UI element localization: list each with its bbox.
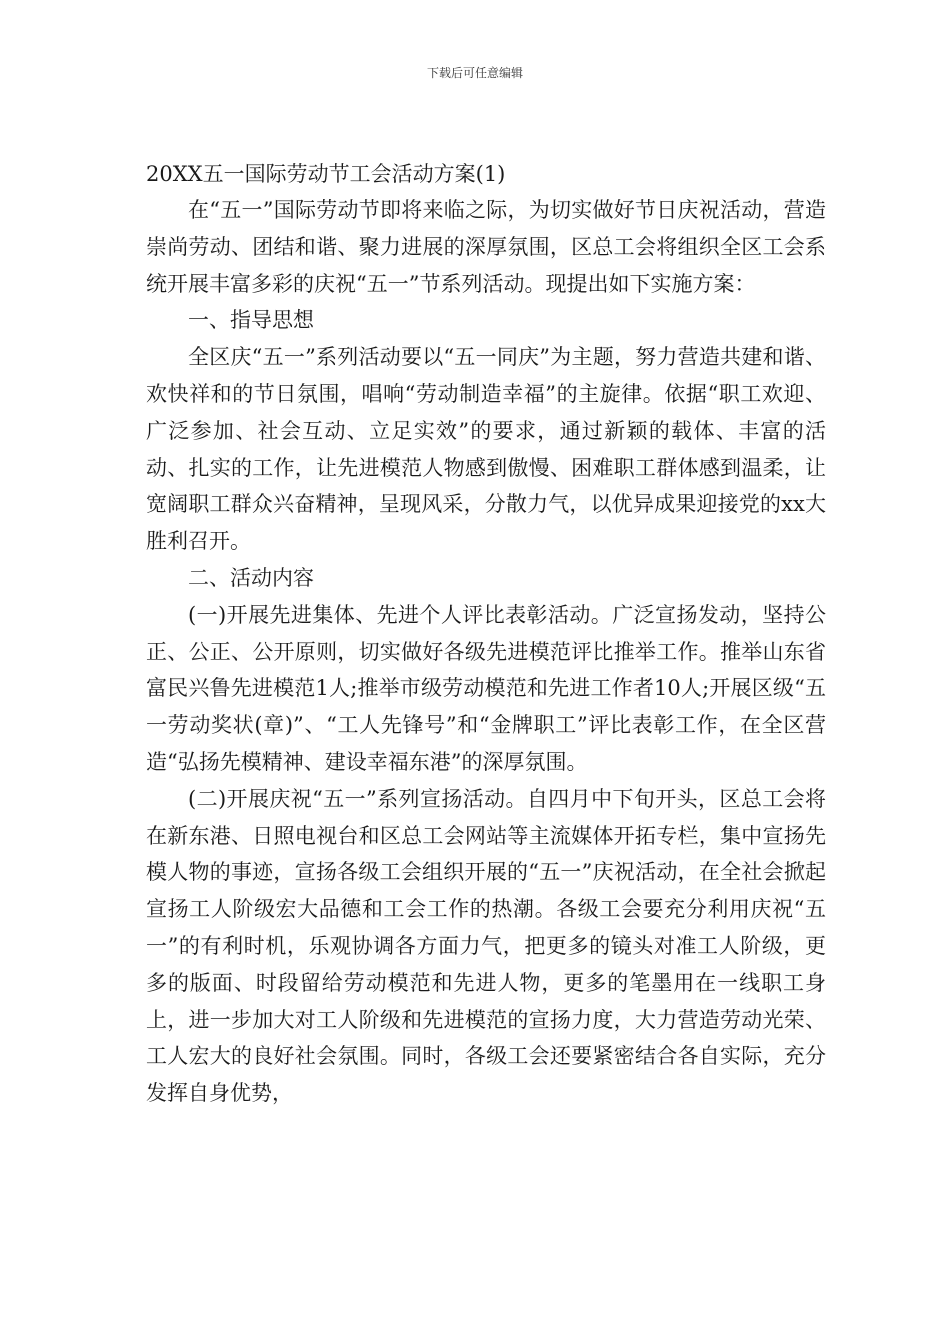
document-title: 20XX五一国际劳动节工会活动方案(1) (146, 162, 506, 186)
intro-paragraph: 在“五一”国际劳动节即将来临之际，为切实做好节日庆祝活动，营造崇尚劳动、团结和谐、聚力进展的深厚氛围，区总工会将组织全区工会系统开展丰富多彩的庆祝“五一”节系列活动。现提出如下实施方案： (146, 198, 826, 296)
document-body (146, 156, 826, 1112)
section-heading-guiding-thought: 一、指导思想 (188, 308, 314, 333)
activity-item-2-paragraph: (二)开展庆祝“五一”系列宣扬活动。自四月中下旬开头，区总工会将在新东港、日照电视台和区总工会网站等主流媒体开拓专栏，集中宣扬先模人物的事迹，宣扬各级工会组织开展的“五一”庆祝活动，在全社会掀起宣扬工人阶级宏大品德和工会工作的热潮。各级工会要充分利用庆祝“五一”的有利时机，乐观协调各方面力气，把更多的镜头对准工人阶级，更多的版面、时段留给劳动模范和先进人物，更多的笔墨用在一线职工身上，进一步加大对工人阶级和先进模范的宣扬力度，大力营造劳动光荣、工人宏大的良好社会氛围。同时，各级工会还要紧密结合各自实际，充分发挥自身优势， (146, 786, 826, 1106)
section-heading-activity-content: 二、活动内容 (188, 565, 314, 590)
activity-item-1-paragraph: (一)开展先进集体、先进个人评比表彰活动。广泛宣扬发动，坚持公正、公正、公开原则，切实做好各级先进模范评比推举工作。推举山东省富民兴鲁先进模范1人;推举市级劳动模范和先进工作者10人;开展区级“五一劳动奖状(章)”、“工人先锋号”和“金牌职工”评比表彰工作，在全区营造“弘扬先模精神、建设幸福东港”的深厚氛围。 (146, 602, 826, 774)
page-header-note: 下载后可任意编辑 (426, 66, 523, 80)
guiding-thought-paragraph: 全区庆“五一”系列活动要以“五一同庆”为主题，努力营造共建和谐、欢快祥和的节日氛围，唱响“劳动制造幸福”的主旋律。依据“职工欢迎、广泛参加、社会互动、立足实效”的要求，通过新颖的载体、丰富的活动、扎实的工作，让先进模范人物感到傲慢、困难职工群体感到温柔，让宽阔职工群众兴奋精神，呈现风采，分散力气，以优异成果迎接党的xx大胜利召开。 (146, 345, 826, 554)
